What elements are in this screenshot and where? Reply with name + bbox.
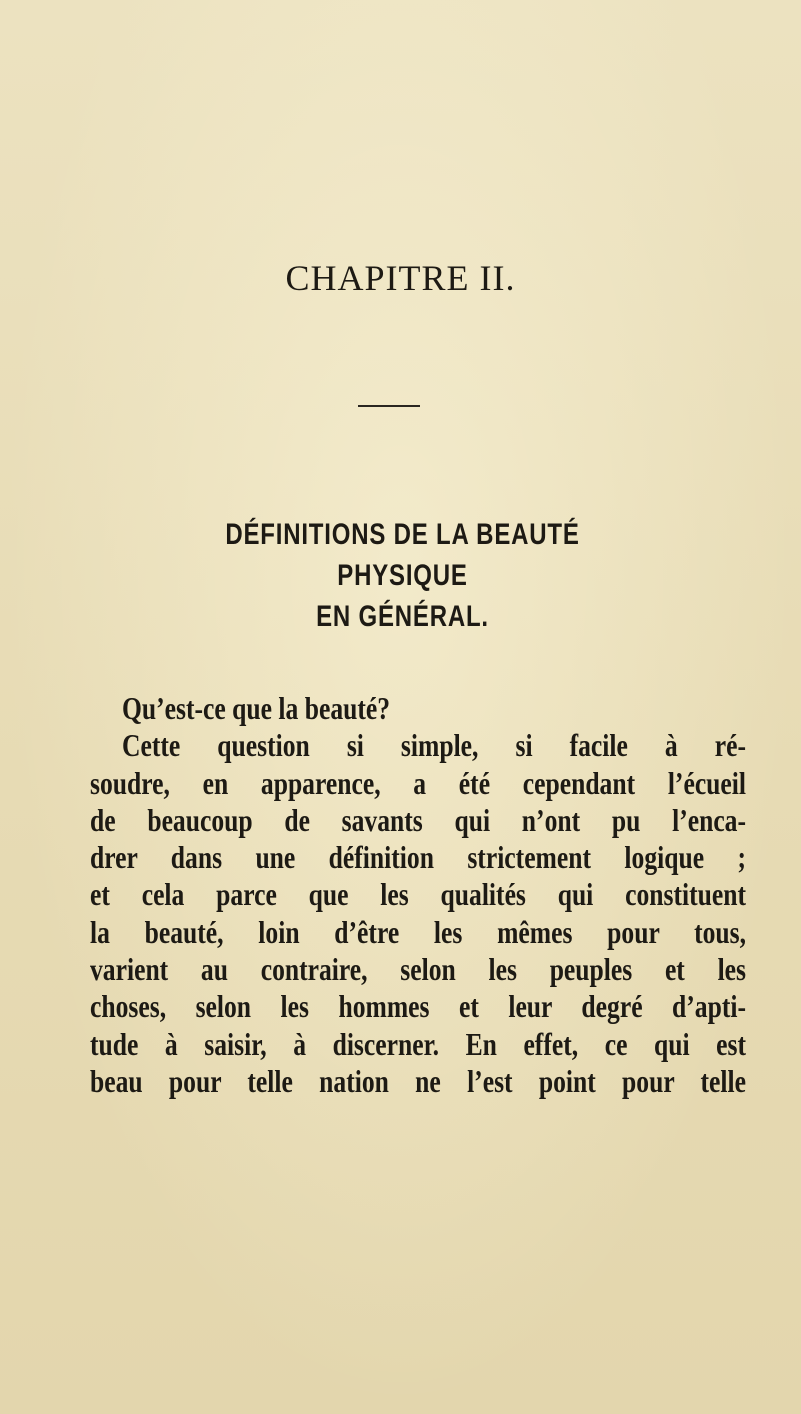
body-line: Cette question si simple, si facile à ré-: [122, 727, 746, 764]
body-line: de beaucoup de savants qui n’ont pu l’enca-: [90, 801, 746, 838]
body-line: varient au contraire, selon les peuples et les: [90, 951, 746, 988]
section-title: [201, 514, 605, 637]
separator-rule: [358, 405, 420, 407]
body-paragraph: [90, 690, 746, 1100]
section-title-line-1: DÉFINITIONS DE LA BEAUTÉ PHYSIQUE: [225, 518, 580, 592]
body-line: tude à saisir, à discerner. En effet, ce qui est: [90, 1025, 746, 1062]
body-line: Qu’est-ce que la beauté?: [122, 690, 391, 726]
body-line: soudre, en apparence, a été cependant l’écueil: [90, 764, 746, 801]
body-line: beau pour telle nation ne l’est point pour telle: [90, 1062, 746, 1099]
body-line: la beauté, loin d’être les mêmes pour tous,: [90, 913, 746, 950]
body-line: drer dans une définition strictement logique ;: [90, 839, 746, 876]
body-line: et cela parce que les qualités qui constituent: [90, 876, 746, 913]
body-line: choses, selon les hommes et leur degré d’apti-: [90, 988, 746, 1025]
chapter-title: CHAPITRE II.: [285, 258, 516, 298]
section-title-line-2: EN GÉNÉRAL.: [316, 600, 489, 633]
